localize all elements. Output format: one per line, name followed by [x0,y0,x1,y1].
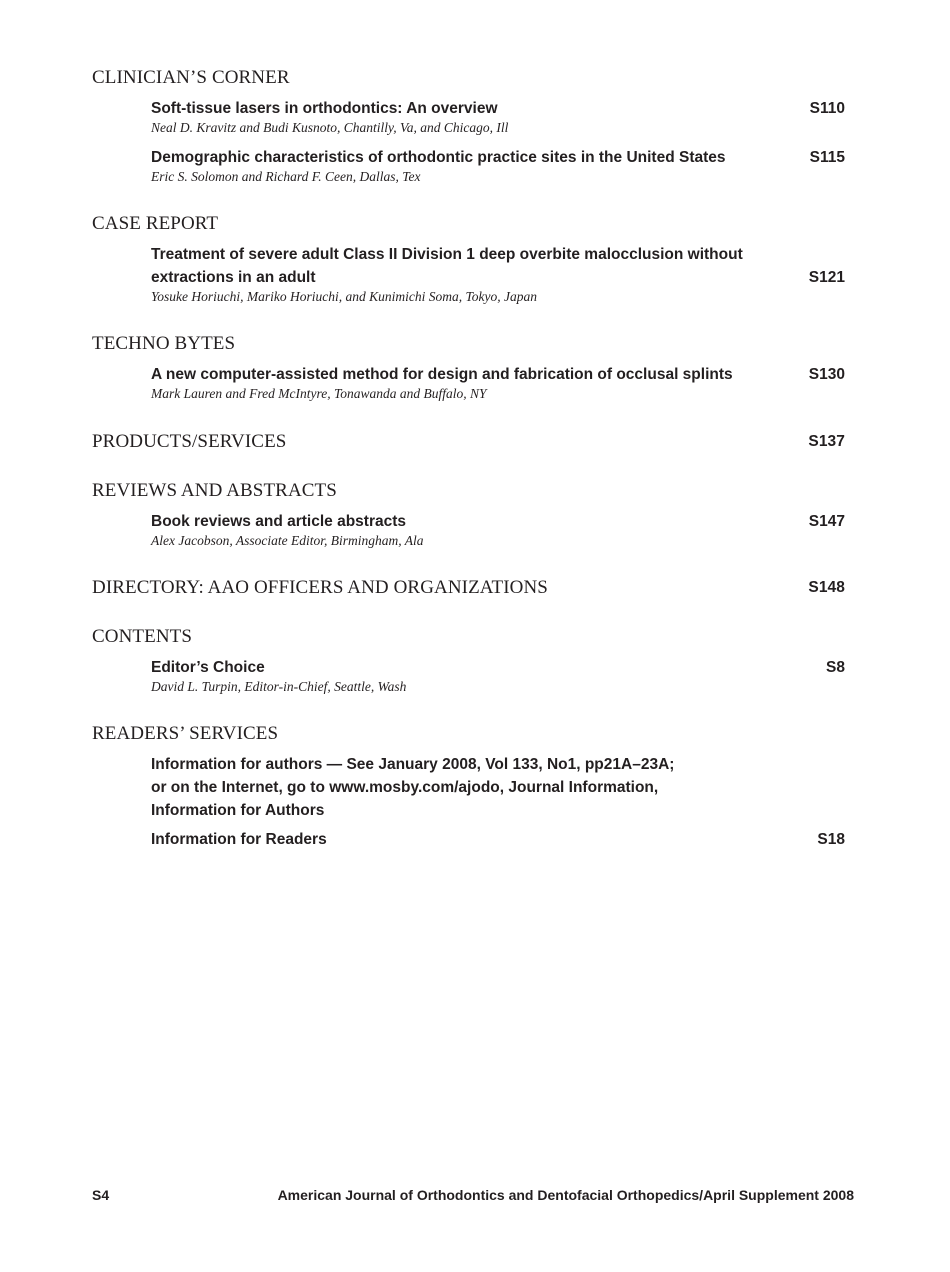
section-heading-row [92,431,852,453]
entry-title: Information for authors — See January 2008, Vol 133, No1, pp21A–23A; or on the Internet, go to www.mosby.com/ajodo, Journal Information, Information for Authors [151,756,675,819]
section-heading-row [92,577,852,599]
section-clinicians-corner [92,67,852,184]
section-reviews-abstracts [92,480,852,548]
entry-title: Book reviews and article abstracts [151,513,407,530]
toc-entry[interactable] [151,243,845,304]
entry-title: Demographic characteristics of orthodontic practice sites in the United States [151,149,726,166]
section-case-report [92,213,852,304]
entry-title: Editor’s Choice [151,659,265,676]
section-readers-services [92,723,852,851]
entry-title: Treatment of severe adult Class II Division 1 deep overbite malocclusion without extractions in an adult [151,246,743,286]
section-page-number: S137 [808,433,845,450]
entry-authors: Mark Lauren and Fred McIntyre, Tonawanda and Buffalo, NY [151,386,487,401]
section-heading: CASE REPORT [92,213,219,234]
toc-entry[interactable] [151,753,845,822]
toc-entry[interactable] [151,146,845,184]
toc-entry[interactable] [151,828,845,851]
section-heading: CONTENTS [92,626,193,647]
section-products-services[interactable] [92,431,852,453]
page-folio: S4 [92,1187,110,1203]
entry-page-number: S18 [817,831,845,848]
entry-page-number: S115 [809,149,845,166]
section-contents [92,626,852,694]
entry-authors: Eric S. Solomon and Richard F. Ceen, Dallas, Tex [151,169,421,184]
toc-entry[interactable] [151,656,845,694]
toc-entry[interactable] [151,97,845,135]
entry-page-number: S8 [826,659,845,676]
page-footer [92,1184,854,1206]
entry-authors: David L. Turpin, Editor-in-Chief, Seattle, Wash [151,679,407,694]
section-heading: CLINICIAN’S CORNER [92,67,290,88]
entry-page-number: S121 [808,269,845,286]
entry-title: Soft-tissue lasers in orthodontics: An overview [151,100,498,117]
toc-entry[interactable] [151,363,845,401]
section-heading: TECHNO BYTES [92,333,236,354]
section-page-number: S148 [808,579,845,596]
section-heading: READERS’ SERVICES [92,723,279,744]
section-heading: REVIEWS AND ABSTRACTS [92,480,337,501]
entry-authors: Yosuke Horiuchi, Mariko Horiuchi, and Kunimichi Soma, Tokyo, Japan [151,289,537,304]
entry-title: A new computer-assisted method for design and fabrication of occlusal splints [151,366,733,383]
section-heading: DIRECTORY: AAO OFFICERS AND ORGANIZATIONS [92,577,548,598]
section-techno-bytes [92,333,852,401]
entry-page-number: S110 [809,100,845,117]
section-directory[interactable] [92,577,852,599]
section-heading: PRODUCTS/SERVICES [92,431,287,452]
entry-authors: Alex Jacobson, Associate Editor, Birmingham, Ala [151,533,424,548]
entry-page-number: S130 [808,366,845,383]
entry-authors: Neal D. Kravitz and Budi Kusnoto, Chantilly, Va, and Chicago, Ill [151,120,509,135]
entry-page-number: S147 [808,513,845,530]
journal-running-footer: American Journal of Orthodontics and Dentofacial Orthopedics/April Supplement 2008 [277,1187,854,1203]
entry-title: Information for Readers [151,831,327,848]
toc-entry[interactable] [151,510,845,548]
